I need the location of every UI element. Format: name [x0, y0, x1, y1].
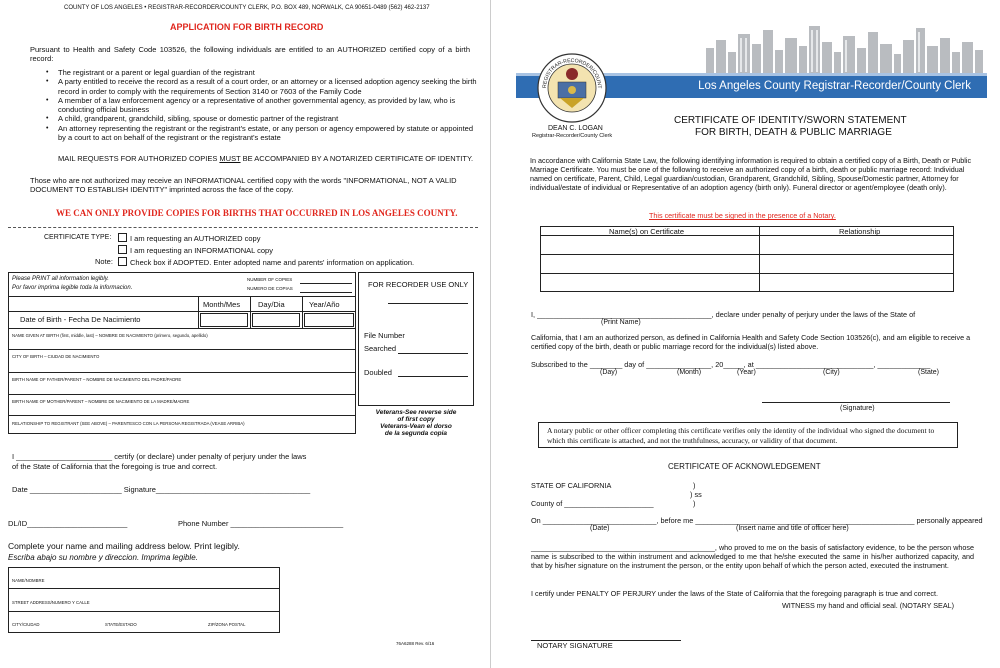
seal-text: REGISTRAR-RECORDER/COUNT: [541, 57, 603, 89]
left-title: APPLICATION FOR BIRTH RECORD: [170, 22, 324, 32]
table-row[interactable]: [540, 273, 954, 274]
city-of-birth-field[interactable]: [8, 372, 356, 373]
option-informational[interactable]: I am requesting an INFORMATIONAL copy: [118, 245, 273, 255]
address-zip-label: ZIP/ZONA POSTAL: [208, 622, 246, 627]
page-divider: [490, 0, 491, 668]
subscribed-line[interactable]: Subscribed to the ________ day of ________________, 20_____, at _____________________________, _____________: [531, 360, 931, 369]
signature-label: (Signature): [840, 405, 875, 412]
dl-id-field[interactable]: DL/ID________________________: [8, 519, 128, 528]
print-instruction-en: Please PRINT all information legibly.: [12, 276, 109, 282]
file-number-label: File Number: [364, 331, 405, 340]
informational-checkbox[interactable]: [118, 245, 127, 254]
perjury-statement: I certify under PENALTY OF PERJURY under the laws of the State of California that the foregoing paragraph is true and correct.: [531, 589, 938, 598]
on-date-line[interactable]: On ____________________________, before me ______________________________________________________ personally appeared: [531, 516, 983, 525]
copias-input-line[interactable]: [300, 292, 352, 293]
left-intro: Pursuant to Health and Safety Code 103526, the following individuals are entitled to an AUTHORIZED certified copy of a birth record:: [30, 45, 470, 64]
declare-line[interactable]: I, ___________________________________________, declare under penalty of perjury under the laws of the State of: [531, 310, 916, 319]
mother-name-label: BIRTH NAME OF MOTHER/PARENT – NOMBRE DE NACIMIENTO DE LA MADRE/MADRE: [12, 399, 190, 404]
address-name-field[interactable]: [8, 588, 280, 589]
city-label: (City): [823, 369, 840, 376]
mother-name-field[interactable]: [8, 415, 356, 416]
cert-title-1: CERTIFICATE OF IDENTITY/SWORN STATEMENT: [674, 115, 907, 126]
dob-month-input[interactable]: [200, 313, 248, 327]
print-name-label: (Print Name): [601, 319, 641, 326]
notary-warning: This certificate must be signed in the presence of a Notary.: [649, 211, 836, 220]
year-label: Year/Año: [309, 300, 340, 309]
eligibility-list: [44, 68, 478, 142]
date-signature-line[interactable]: Date ______________________ Signature_____________________________________: [12, 485, 311, 494]
right-intro: In accordance with California State Law, the following identifying information is required to obtain a certified copy of a Birth, Death or Public Marriage Certificate. You must be one of the following to receive an authorized copy of a birth, death or public marriage record: Individual named on certificate, Parent, Child, Legal guardian/custodian, Grandparent, Grandchild, Sibling, Spouse/Domestic partner, Attorney for individual/estate of individual or Representative of an adoption agency (birth only). Funeral director or agent/employee (death only).: [530, 156, 972, 192]
address-street-field[interactable]: [8, 611, 280, 612]
state-of-california: STATE OF CALIFORNIA: [531, 481, 612, 490]
city-skyline-icon: [700, 22, 985, 76]
adopted-checkbox[interactable]: [118, 257, 127, 266]
california-statement: California, that I am an authorized person, as defined in California Health and Safety Code Section 103526(c), and am eligible to receive a certified copy of the birth, death or public marriage record for the individual(s) listed above.: [531, 333, 971, 351]
certify-line-2: of the State of California that the foregoing is true and correct.: [12, 462, 218, 471]
print-instruction-es: Por favor imprima legible toda la informacion.: [12, 285, 133, 291]
dob-day-input[interactable]: [252, 313, 300, 327]
name-at-birth-label: NAME GIVEN AT BIRTH (first, middle, last) – NOMBRE DE NACIMIENTO (primero, segundo, apellido): [12, 333, 208, 338]
month-label: Month/Mes: [203, 300, 241, 309]
eligibility-item: • The registrant or a parent or legal guardian of the registrant: [58, 68, 478, 77]
signature-line[interactable]: [762, 402, 950, 403]
phone-number-field[interactable]: Phone Number ___________________________: [178, 519, 344, 528]
paren-2: ): [693, 499, 696, 508]
eligibility-item: • A member of a law enforcement agency or a representative of another governmental agency, as provided by law, who is conducting official business: [58, 96, 478, 115]
paren-1: ): [693, 481, 696, 490]
father-name-field[interactable]: [8, 394, 356, 395]
dob-year-input[interactable]: [304, 313, 354, 327]
authorized-checkbox[interactable]: [118, 233, 127, 242]
county-of-field[interactable]: County of ______________________: [531, 499, 654, 508]
informational-note: Those who are not authorized may receive an INFORMATIONAL certified copy with the words "INFORMATIONAL, NOT A VALID DOCUMENT TO ESTABLISH IDENTITY" imprinted across the face of the copy.: [30, 176, 457, 195]
copies-input-line[interactable]: [300, 283, 352, 284]
la-only-notice: WE CAN ONLY PROVIDE COPIES FOR BIRTHS THAT OCCURRED IN LOS ANGELES COUNTY.: [56, 208, 458, 218]
option-adopted[interactable]: Check box if ADOPTED. Enter adopted name and parents' information on application.: [118, 257, 414, 267]
col-relationship-header: Relationship: [839, 227, 881, 236]
doubled-input-line[interactable]: [398, 376, 468, 377]
notary-signature-label: NOTARY SIGNATURE: [537, 641, 613, 650]
witness-line: WITNESS my hand and official seal. (NOTARY SEAL): [782, 601, 955, 610]
complete-instruction-en: Complete your name and mailing address below. Print legibly.: [8, 541, 240, 551]
doubled-label: Doubled: [364, 368, 392, 377]
cert-title-2: FOR BIRTH, DEATH & PUBLIC MARRIAGE: [695, 127, 892, 138]
city-of-birth-label: CITY OF BIRTH – CIUDAD DE NACIMIENTO: [12, 354, 100, 359]
ss-label: ) ss: [690, 490, 702, 499]
complete-instruction-es: Escriba abajo su nombre y direccion. Imprima legible.: [8, 553, 198, 562]
note-label: Note:: [95, 257, 113, 266]
father-name-label: BIRTH NAME OF FATHER/PARENT – NOMBRE DE NACIMIENTO DEL PADRE/PADRE: [12, 377, 182, 382]
day-label: Day/Dia: [258, 300, 285, 309]
mail-note: MAIL REQUESTS FOR AUTHORIZED COPIES MUST BE ACCOMPANIED BY A NOTARIZED CERTIFICATE OF IDENTITY.: [58, 154, 474, 163]
option-authorized[interactable]: I am requesting an AUTHORIZED copy: [118, 233, 260, 243]
officer-label: (Insert name and title of officer here): [736, 525, 849, 532]
form-number: 76A6288 Rev. 6/16: [396, 641, 435, 646]
proved-statement: ______________________________________________, who proved to me on the basis of satisfactory evidence, to be the person whose name is subscribed to the within instrument and acknowledged to me that he/she executed the same in his/her authorized capacity, and that by his/her signature on the instrument the person, or the entity upon behalf of which the person acted, executed the instrument.: [531, 543, 974, 570]
address-street-label: STREET ADDRESS/NUMERO Y CALLE: [12, 600, 90, 605]
eligibility-item: • A child, grandparent, grandchild, sibling, spouse or domestic partner of the registrant: [58, 114, 478, 123]
banner-text: Los Angeles County Registrar-Recorder/County Clerk: [698, 80, 971, 92]
dob-label: Date of Birth - Fecha De Nacimiento: [20, 315, 141, 324]
searched-input-line[interactable]: [398, 353, 468, 354]
certify-line-1: I _______________________ certify (or declare) under penalty of perjury under the laws: [12, 452, 307, 461]
month-label: (Month): [677, 369, 702, 376]
county-seal-icon: [536, 52, 608, 124]
address-state-label: STATE/ESTADO: [105, 622, 137, 627]
number-of-copies-label: NUMBER OF COPIES: [247, 277, 293, 282]
ack-title: CERTIFICATE OF ACKNOWLEDGEMENT: [668, 462, 821, 471]
official-title: Registrar-Recorder/County Clerk: [532, 133, 613, 139]
recorder-use-label: FOR RECORDER USE ONLY: [368, 280, 469, 289]
notary-disclaimer-box: A notary public or other officer completing this certificate verifies only the identity of the individual who signed the document to which this certificate is attached, and not the truthfulness, accuracy, or validity of that document.: [538, 422, 958, 448]
date-label: (Date): [590, 525, 610, 532]
col-names-header: Name(s) on Certificate: [609, 227, 685, 236]
address-city-label: CITY/CIUDAD: [12, 622, 40, 627]
cut-line: [8, 227, 478, 228]
eligibility-item: • An attorney representing the registrant or the registrant's estate, or any person or agency empowered by statute or appointed by a court to act on behalf of the registrant or the registrant's estate: [58, 124, 478, 143]
table-row[interactable]: [540, 254, 954, 255]
veterans-note: Veterans-See reverse side of first copy Veterans-Vean el dorso de la segunda copia: [375, 409, 457, 437]
numero-de-copias-label: NUMERO DE COPIAS: [247, 286, 293, 291]
left-header: COUNTY OF LOS ANGELES • REGISTRAR-RECORDER/COUNTY CLERK, P.O. BOX 489, NORWALK, CA 90651-0489 (562) 462-2137: [64, 5, 430, 11]
relationship-label: RELATIONSHIP TO REGISTRANT (SEE ABOVE) – PARENTESCO CON LA PERSONA REGISTRADA (VEASE ARRIBA): [12, 421, 245, 426]
searched-label: Searched: [364, 344, 397, 353]
eligibility-item: • A party entitled to receive the record as a result of a court order, or an attorney or a licensed adoption agency seeking the birth record in order to comply with the requirements of Section 3140 or 7603 of the Family Code: [58, 77, 478, 96]
cert-type-label: CERTIFICATE TYPE:: [44, 234, 112, 241]
name-at-birth-field[interactable]: [8, 349, 356, 350]
address-name-label: NAME/NOMBRE: [12, 578, 45, 583]
state-label: (State): [918, 369, 940, 376]
day-label: (Day): [600, 369, 618, 376]
official-name: DEAN C. LOGAN: [548, 125, 603, 132]
year-label: (Year): [737, 369, 756, 376]
